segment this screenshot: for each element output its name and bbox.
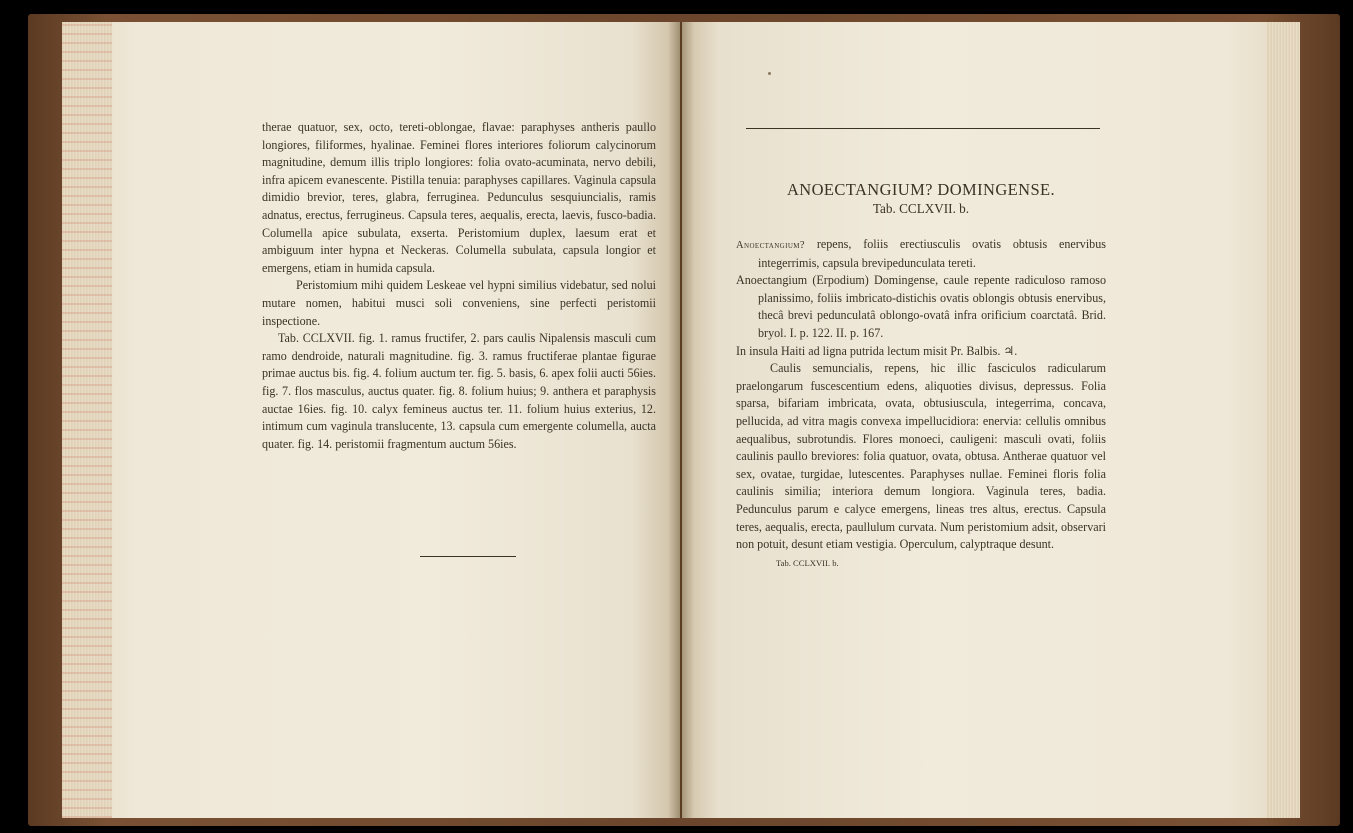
right-top-rule <box>746 128 1100 129</box>
left-paragraph-1: therae quatuor, sex, octo, tereti-oblongae, flavae: paraphyses antheris paullo longiores, filiformes, hyalinae. Feminei flores interiores foliorum calycinorum magnitudine, demum illis triplo longiores: folia ovato-acuminata, nervo debili, infra apicem evanescente. Pistilla tenuia: paraphyses capillares. Vaginula capsula dimidio brevior, teres, glabra, ferruginea. Pedunculus sesquiuncialis, ramis adnatus, erectus, ferrugineus. Capsula teres, aequalis, erecta, laevis, fusco-badia. Columella apice subulata, exserta. Peristomium duplex, laesum erat et ambiguum inter hypna et Neckeras. Columella subulata, capsula longior et emergens, etiam in humida capsula. <box>262 120 656 275</box>
diagnosis-head: Anoectangium? <box>736 240 805 251</box>
synonym: Anoectangium (Erpodium) Domingense, caule repente radiculoso ramoso planissimo, foliis imbricato-distichis ovatis oblongis obtusis enervibus, thecâ brevi pedunculatâ oblongo-ovatâ infra orificium coarctatâ. Brid. bryol. I. p. 122. II. p. 167. <box>736 273 1106 340</box>
plate-reference: Tab. CCLXVII. b. <box>872 201 970 216</box>
left-page-text <box>262 119 656 453</box>
description: Caulis semuncialis, repens, hic illic fasciculos radicularum praelongarum fuscescentium edens, aliquoties divisus, depressus. Folia sparsa, bifariam imbricata, ovata, obtusiuscula, integerrima, concava, pellucida, ad vitra magis convexa impellucidiora: enervia: cellulis omnibus aequalibus, subrotundis. Flores monoeci, cauligeni: masculi ovati, foliis caulinis paullo breviores: folia quatuor, ovata, obtusa. Antherae quatuor vel sex, ovatae, turgidae, lutescentes. Paraphyses nullae. Feminei floris folia caulinis similia; interiora demum longiora. Vaginula teres, badia. Pedunculus parum e calyce emergens, lineas tres altus, erectus. Capsula teres, aequalis, erecta, paullulum curvata. Num peristomium adsit, observari non potuit, desunt etiam vestigia. Operculum, calyptraque desunt. <box>736 361 1106 552</box>
tab-note: Tab. CCLXVII. b. <box>776 557 839 568</box>
right-page-text <box>736 180 1106 570</box>
left-end-rule <box>420 556 516 557</box>
book-gutter <box>668 22 694 818</box>
locality: In insula Haiti ad ligna putrida lectum misit Pr. Balbis. ♃. <box>736 343 1018 358</box>
figure-legend: Tab. CCLXVII. fig. 1. ramus fructifer, 2. pars caulis Nipalensis masculi cum ramo dendroide, naturali magnitudine. fig. 3. ramus fructiferae plantae figurae primae auctus bis. fig. 4. folium auctum ter. fig. 5. basis, 6. apex folii aucti 56ies. fig. 7. flos masculus, auctus quater. fig. 8. folium huius; 9. anthera et paraphysis auctae 16ies. fig. 10. calyx femineus auctus ter. 11. folium huius exterius, 12. intimum cum vaginula translucente, 13. capsula cum emergente columella, aucta quater. fig. 14. peristomii fragmentum auctum 56ies. <box>262 331 656 451</box>
diagnosis-text: repens, foliis erectiusculis ovatis obtusis enervibus integerrimis, capsula brevipedunculata tereti. <box>758 237 1106 270</box>
species-title: ANOECTANGIUM? DOMINGENSE. <box>786 180 1056 199</box>
paper-speck <box>768 72 771 75</box>
right-page-edges <box>1266 22 1300 818</box>
left-page-edges <box>62 22 112 818</box>
left-paragraph-2: Peristomium mihi quidem Leskeae vel hypni similius videbatur, sed nolui mutare nomen, habitui musci soli conveniens, sine perfecti peristomii inspectione. <box>262 278 656 328</box>
diagnosis <box>736 236 1106 272</box>
